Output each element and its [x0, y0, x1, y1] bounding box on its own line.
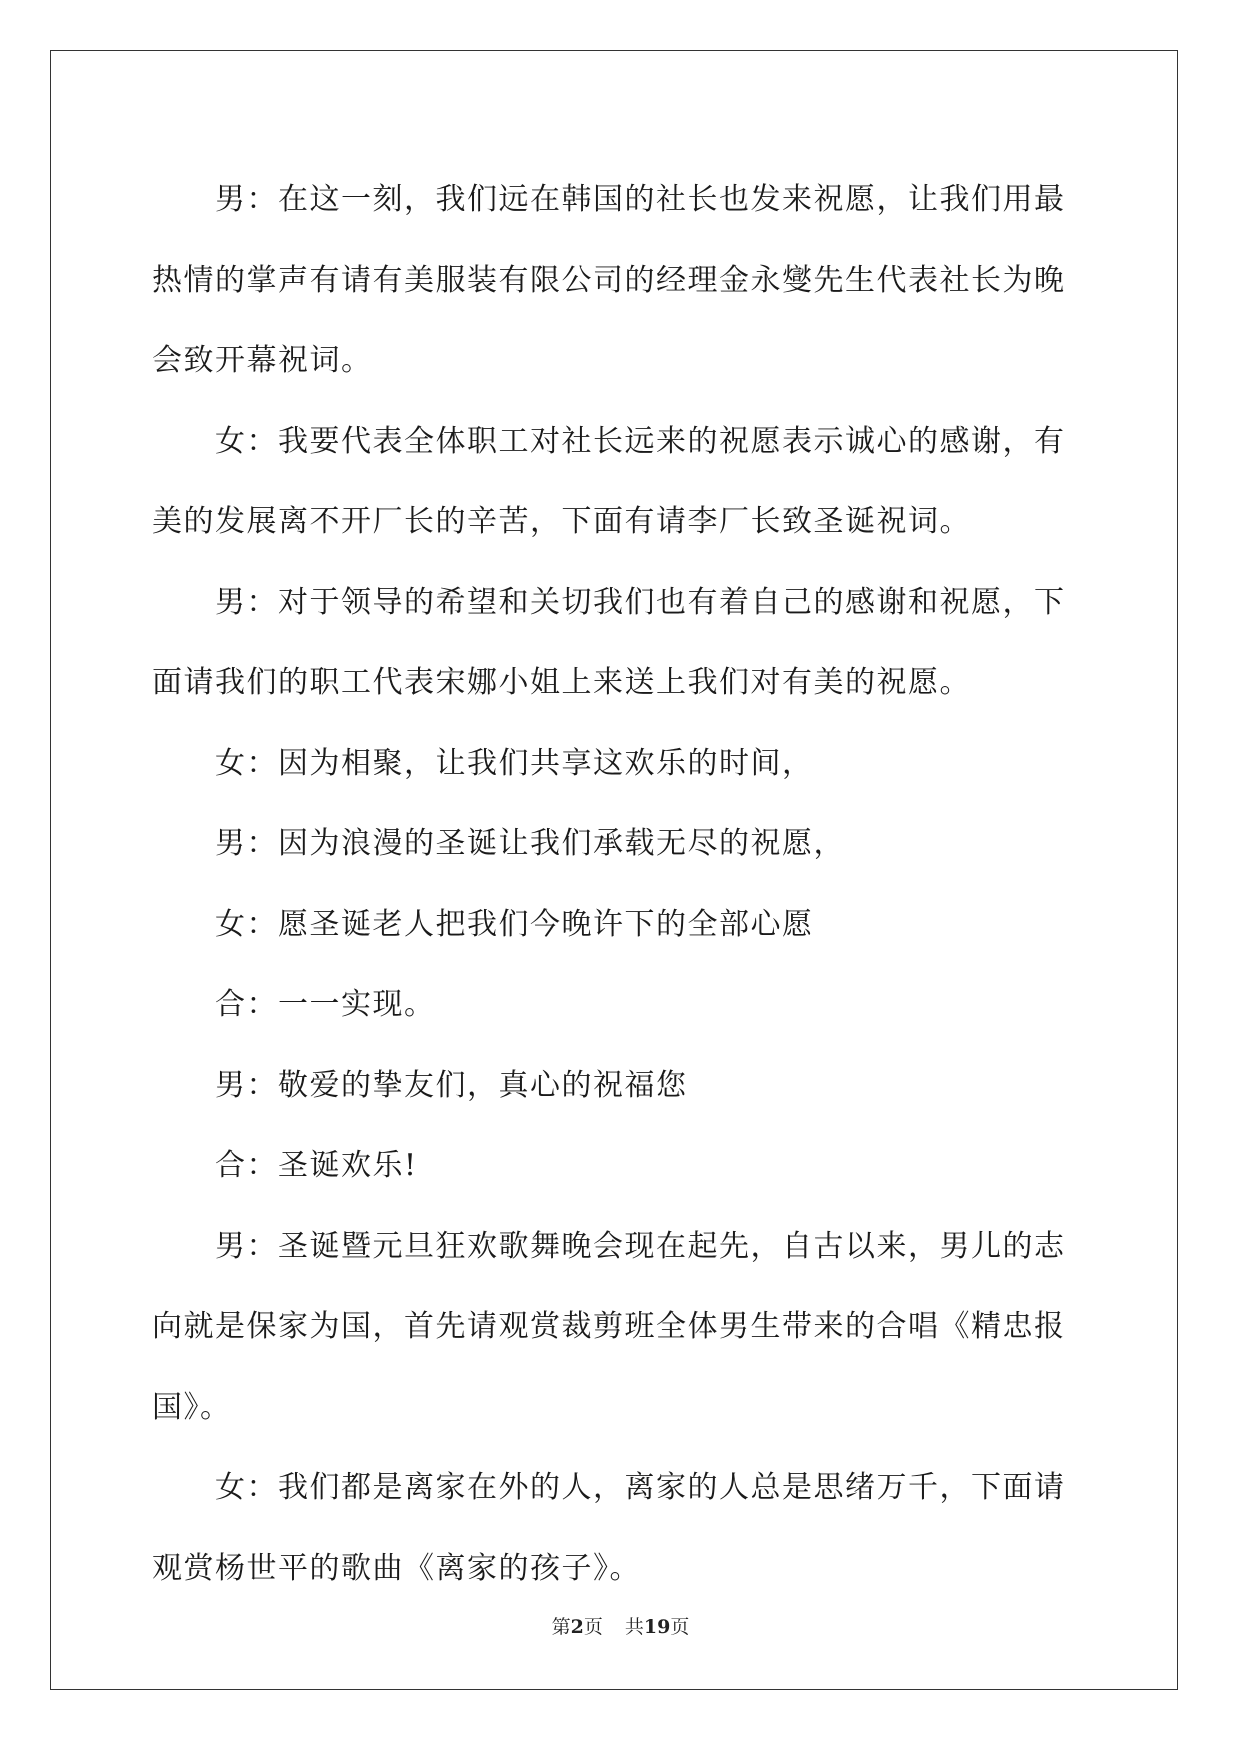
paragraph: 男：对于领导的希望和关切我们也有着自己的感谢和祝愿，下面请我们的职工代表宋娜小姐上来送上我们对有美的祝愿。	[152, 584, 1066, 700]
total-suffix: 页	[670, 1616, 690, 1638]
total-pages: 19	[643, 1616, 671, 1638]
paragraph: 女：我要代表全体职工对社长远来的祝愿表示诚心的感谢，有美的发展离不开厂长的辛苦，下面有请李厂长致圣诞祝词。	[152, 423, 1066, 539]
paragraph: 女：我们都是离家在外的人，离家的人总是思绪万千，下面请观赏杨世平的歌曲《离家的孩子》。	[152, 1470, 1066, 1586]
paragraph: 男：因为浪漫的圣诞让我们承载无尽的祝愿，	[215, 826, 845, 861]
page-suffix: 页	[583, 1616, 603, 1638]
document-body	[152, 160, 1082, 1609]
paragraph: 男：圣诞暨元旦狂欢歌舞晚会现在起先，自古以来，男儿的志向就是保家为国，首先请观赏裁剪班全体男生带来的合唱《精忠报国》。	[152, 1228, 1066, 1425]
page-footer	[0, 1612, 1241, 1639]
paragraph: 男：在这一刻，我们远在韩国的社长也发来祝愿，让我们用最热情的掌声有请有美服装有限公司的经理金永燮先生代表社长为晚会致开幕祝词。	[152, 182, 1066, 378]
paragraph: 男：敬爱的挚友们，真心的祝福您	[215, 1067, 688, 1103]
paragraph: 合：一一实现。	[215, 987, 436, 1022]
paragraph: 女：愿圣诞老人把我们今晚许下的全部心愿	[215, 906, 814, 942]
page-number: 2	[570, 1616, 584, 1638]
paragraph: 女：因为相聚，让我们共享这欢乐的时间，	[215, 745, 814, 781]
paragraph: 合：圣诞欢乐!	[215, 1148, 418, 1183]
page-prefix: 第	[551, 1616, 571, 1638]
total-prefix: 共	[624, 1616, 644, 1638]
